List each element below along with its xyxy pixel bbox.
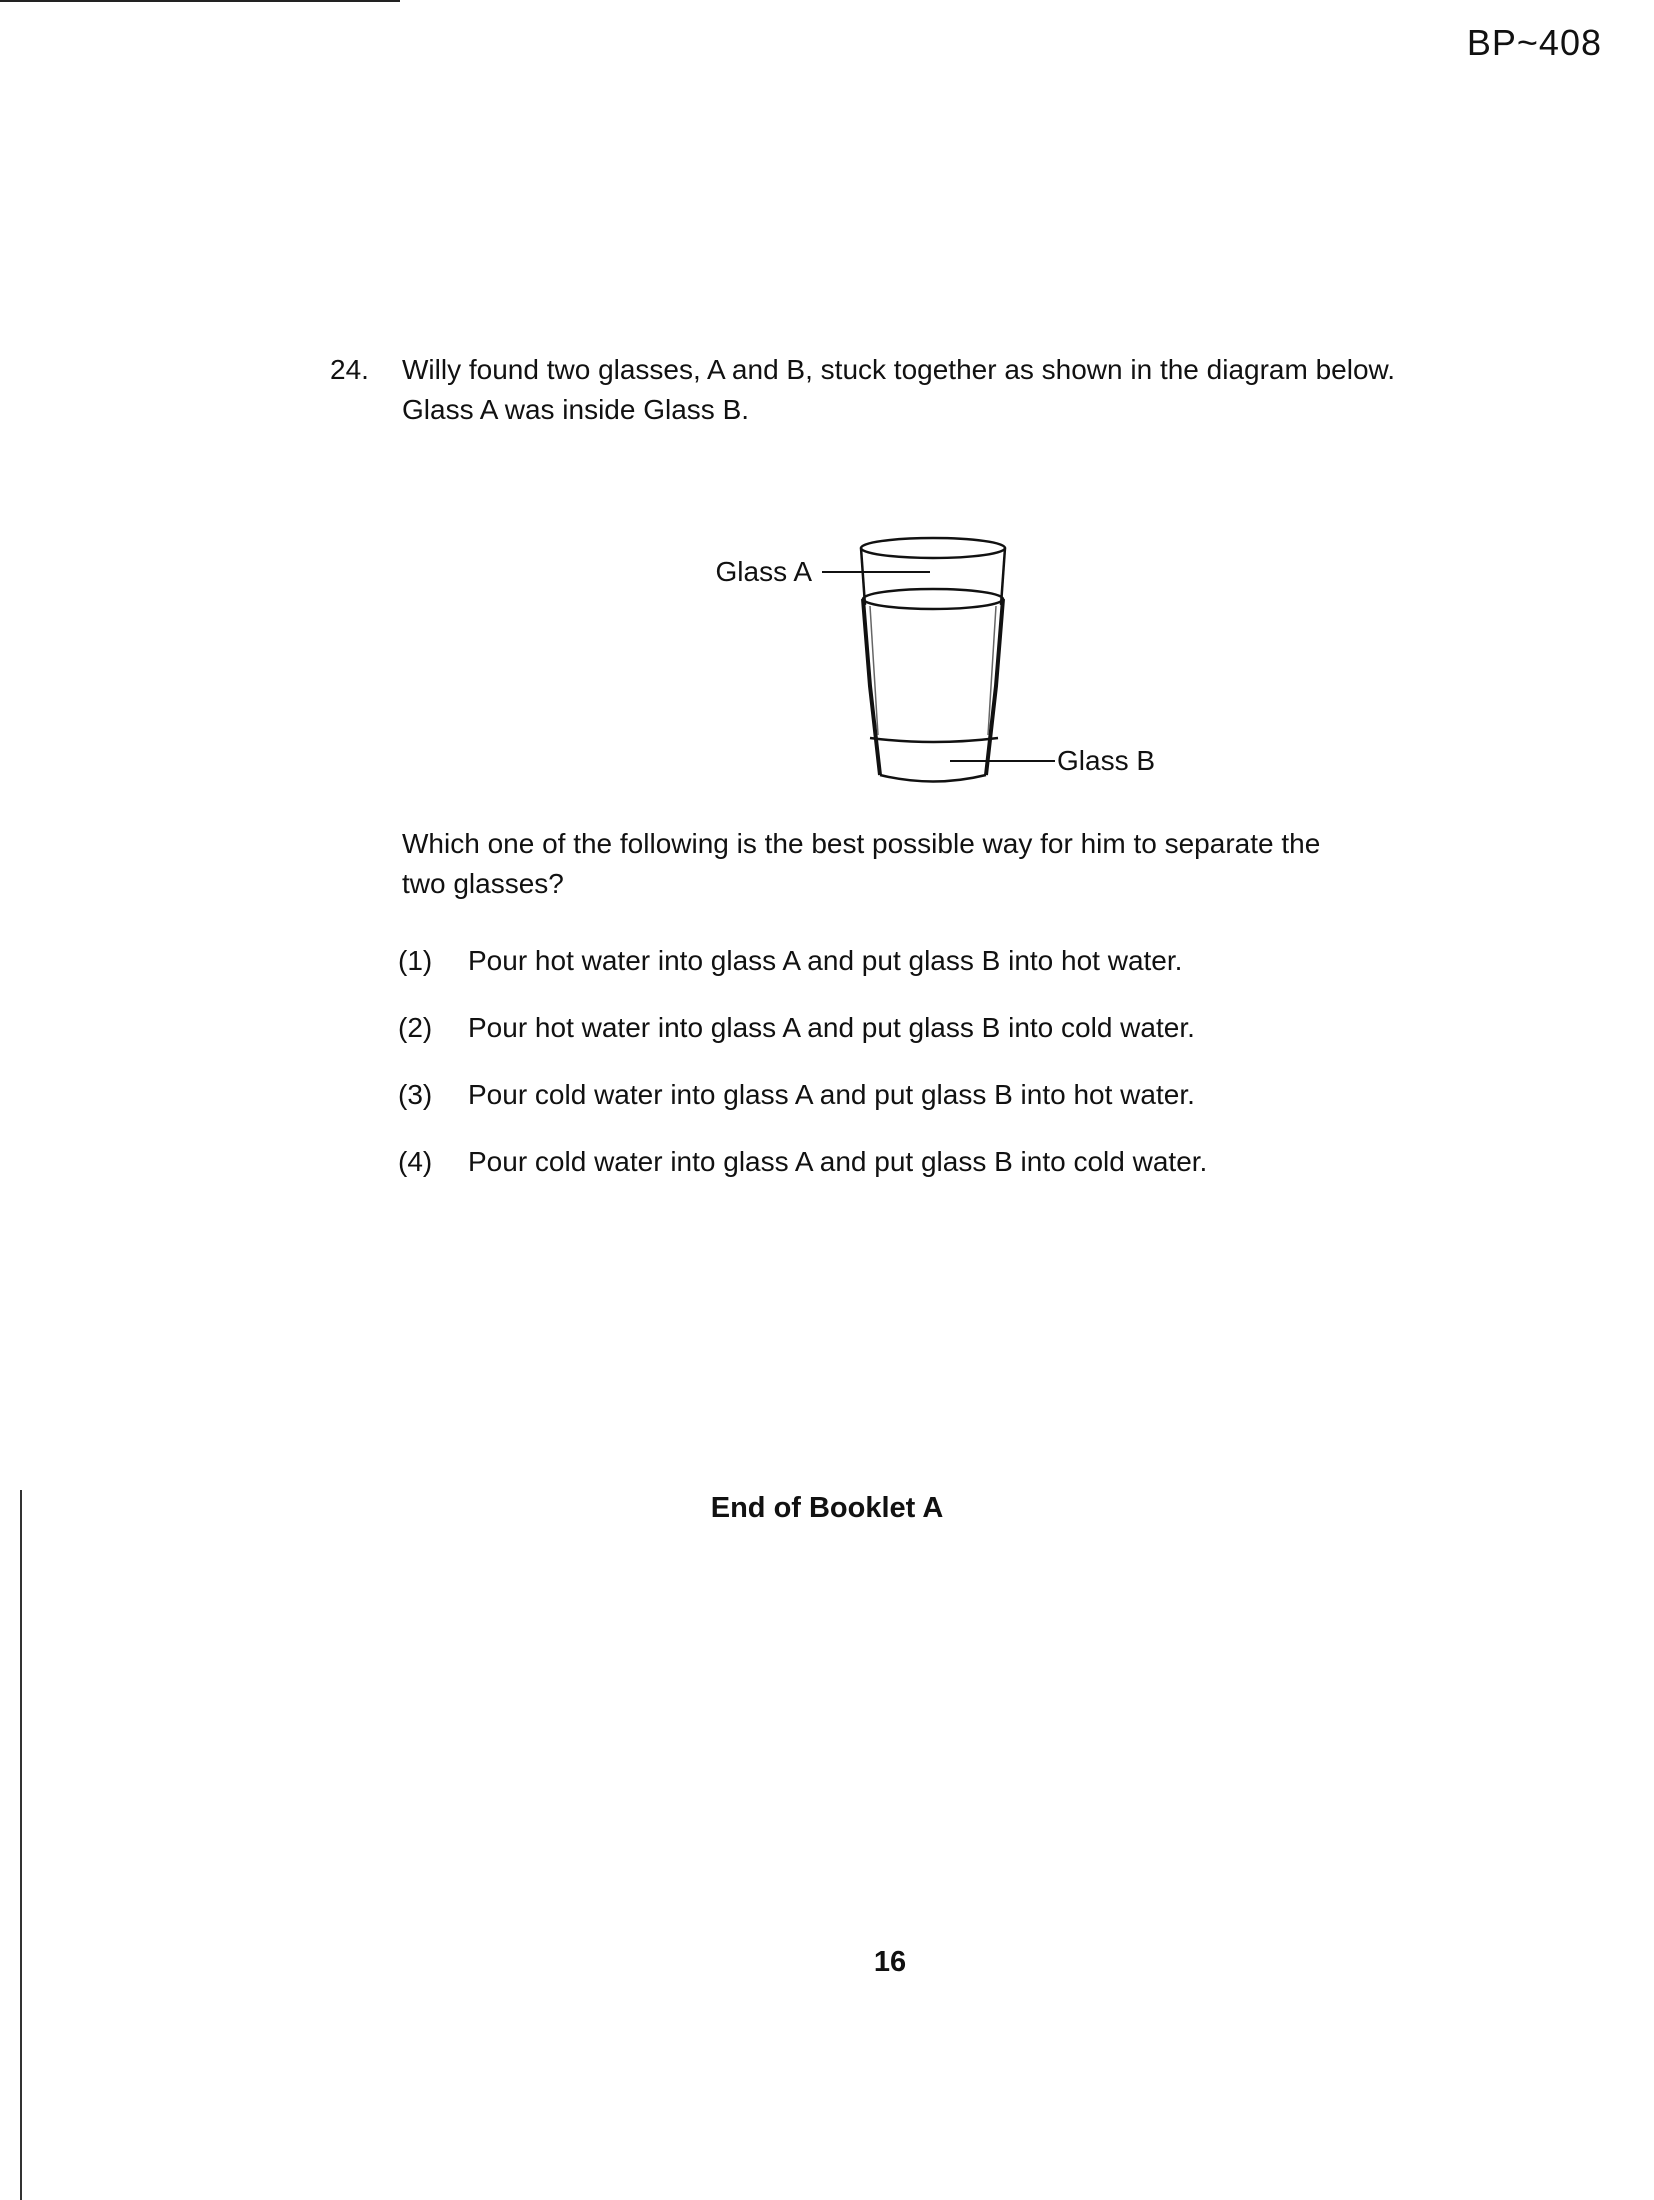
option-number: (3)	[398, 1079, 433, 1110]
question-line-2: Glass A was inside Glass B.	[402, 394, 750, 425]
option-1	[398, 945, 1398, 1012]
option-text: Pour hot water into glass A and put glass B into hot water.	[468, 945, 1183, 976]
option-2	[398, 1012, 1398, 1079]
answer-options	[398, 945, 1398, 1213]
option-number: (4)	[398, 1146, 433, 1177]
glass-a-bottom	[870, 738, 998, 742]
prompt-line-1: Which one of the following is the best possible way for him to separate the	[402, 828, 1321, 859]
glass-b	[863, 589, 1003, 782]
left-margin-rule	[20, 1490, 22, 2200]
glass-b-rim	[863, 589, 1003, 609]
question-number: 24.	[330, 354, 369, 385]
question-text	[402, 350, 1472, 430]
option-number: (2)	[398, 1012, 433, 1043]
booklet-code: BP~408	[1466, 22, 1602, 63]
question-prompt	[402, 824, 1402, 904]
glasses-diagram	[700, 510, 1260, 820]
option-text: Pour cold water into glass A and put glass B into hot water.	[468, 1079, 1195, 1110]
prompt-line-2: two glasses?	[402, 868, 564, 899]
glass-b-label: Glass B	[1057, 745, 1156, 776]
option-number: (1)	[398, 945, 433, 976]
glass-a-label: Glass A	[715, 556, 812, 587]
top-rule	[0, 0, 400, 2]
glass-a	[861, 538, 1005, 742]
end-of-booklet: End of Booklet A	[710, 1492, 944, 1524]
glass-a-rim	[861, 538, 1005, 558]
glass-b-base	[880, 775, 986, 782]
option-3	[398, 1079, 1398, 1146]
option-4	[398, 1146, 1398, 1213]
page-number: 16	[873, 1946, 907, 1978]
option-text: Pour cold water into glass A and put glass B into cold water.	[468, 1146, 1208, 1177]
question-line-1: Willy found two glasses, A and B, stuck together as shown in the diagram below.	[402, 354, 1395, 385]
option-text: Pour hot water into glass A and put glass B into cold water.	[468, 1012, 1195, 1043]
